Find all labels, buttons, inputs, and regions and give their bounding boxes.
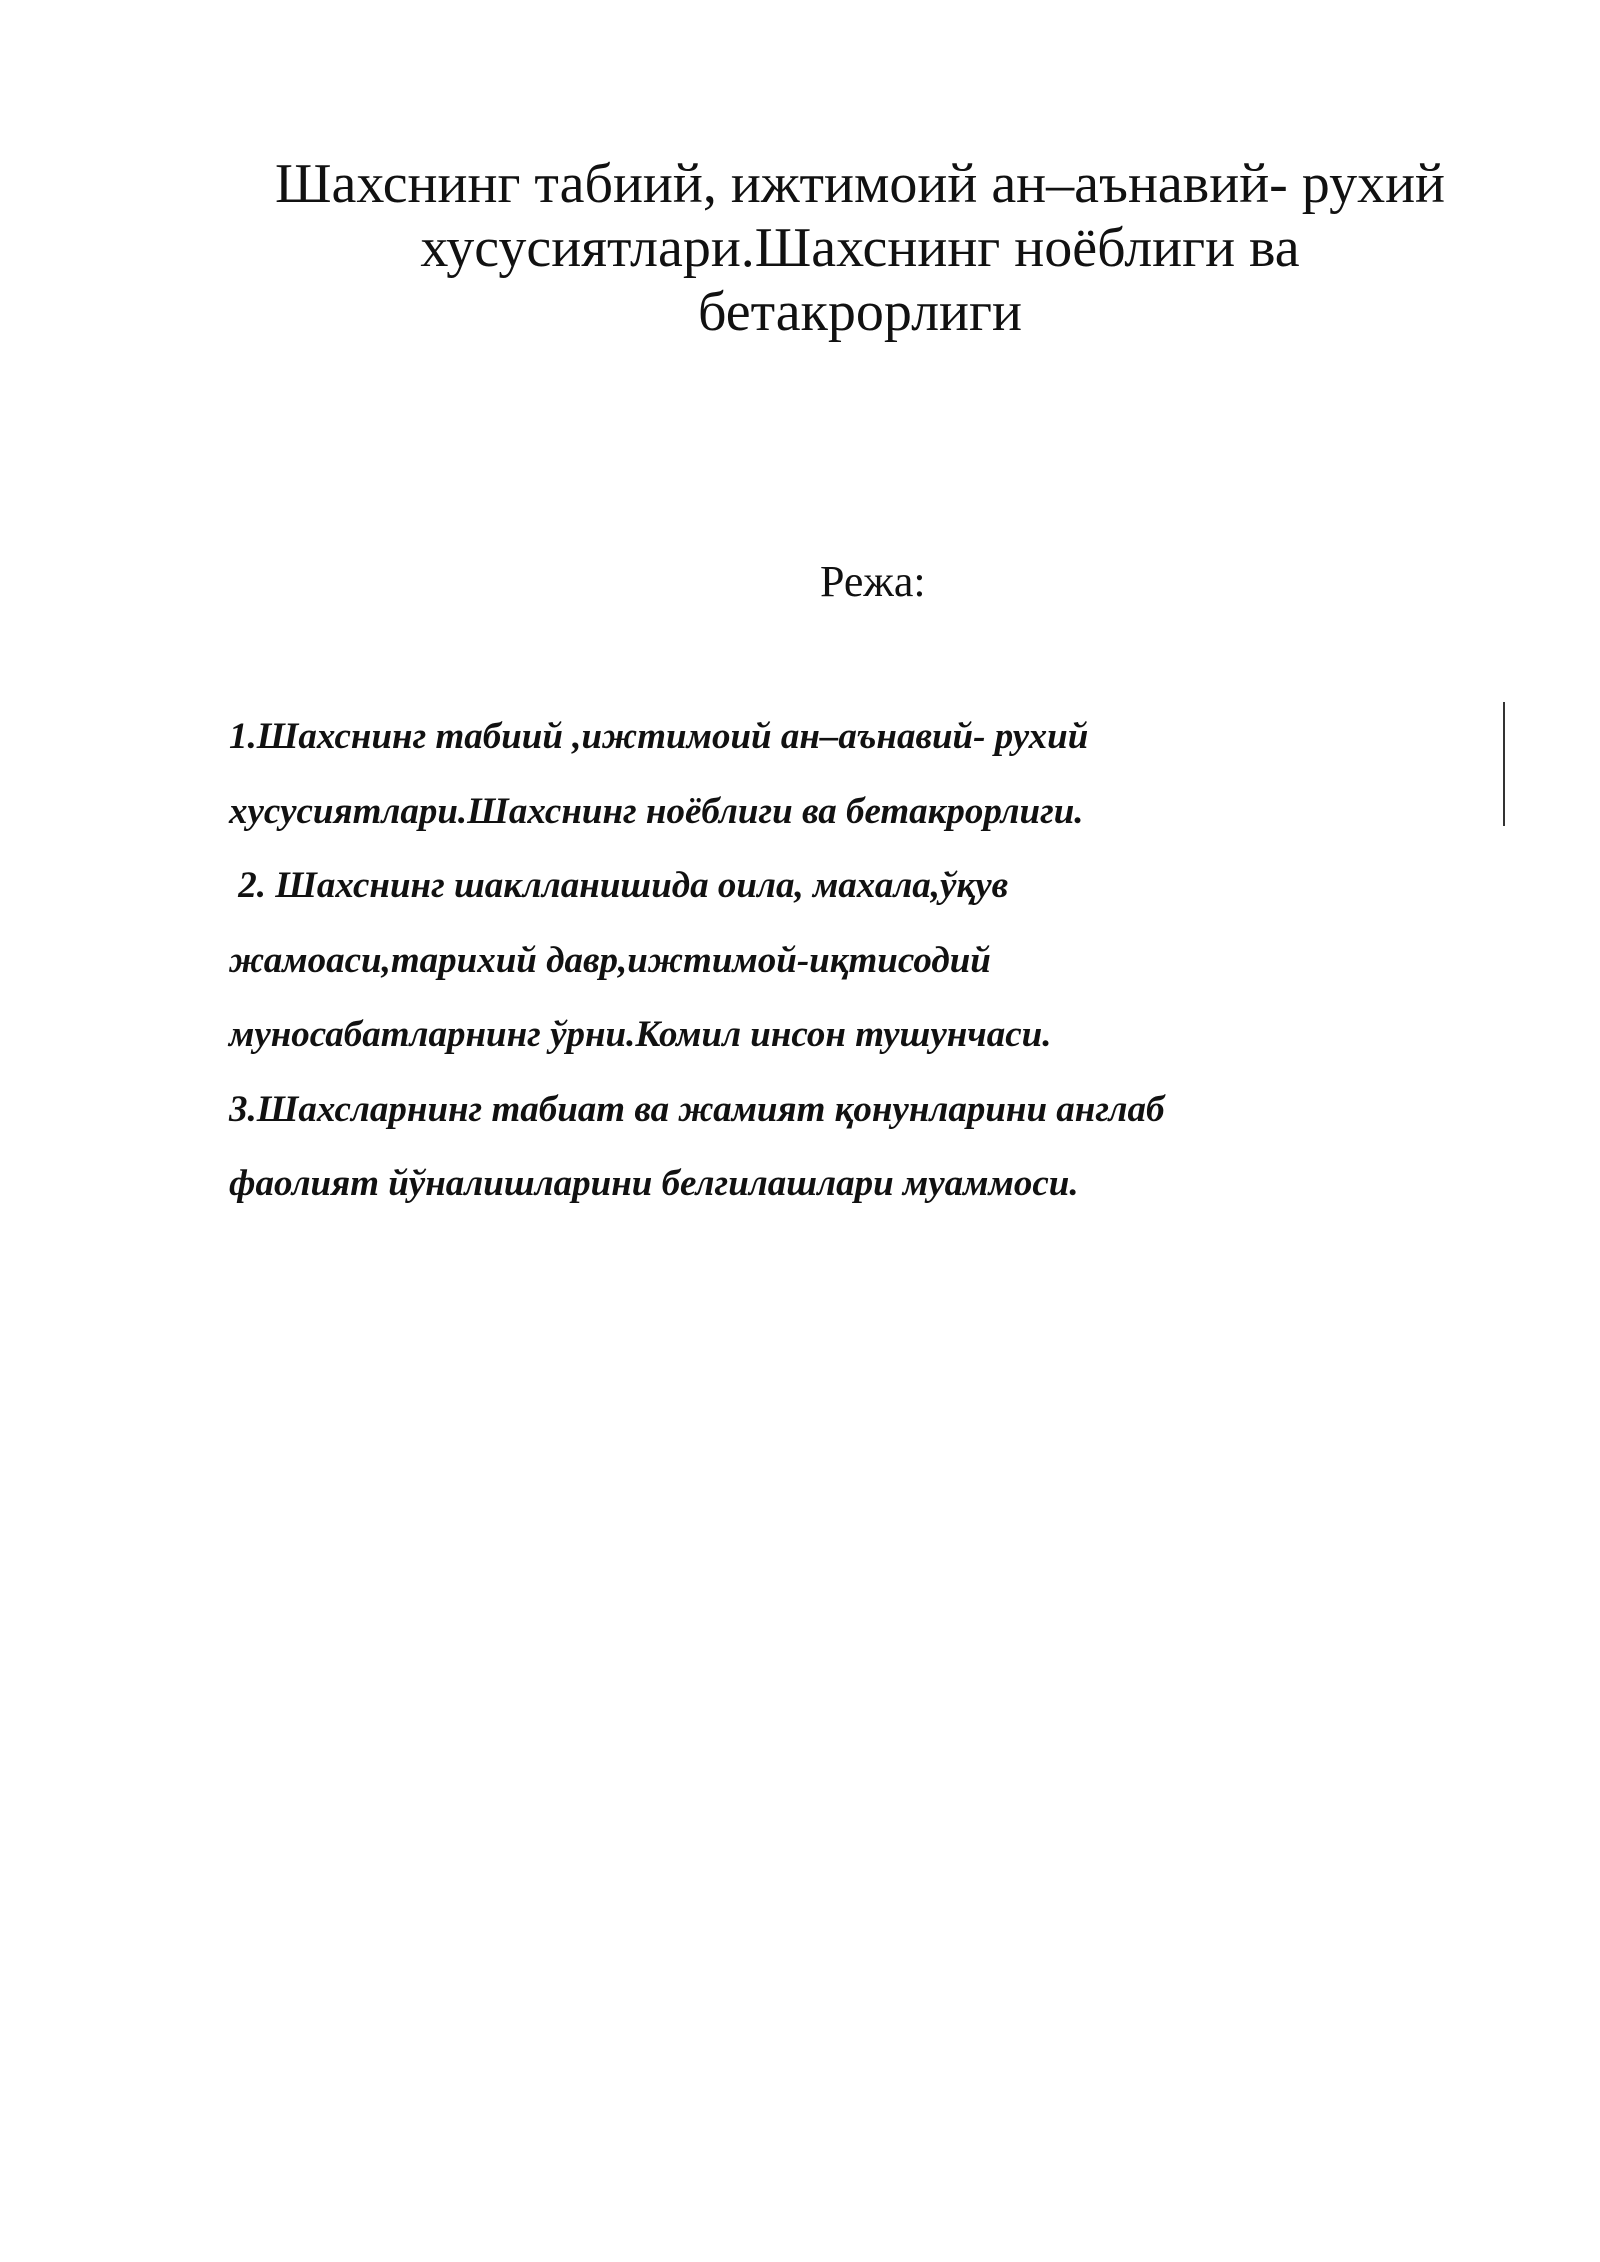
plan-line: муносабатларнинг ўрни.Комил инсон тушунчаси. — [229, 1014, 1052, 1055]
plan-heading: Режа: — [820, 557, 926, 606]
change-bar — [1503, 702, 1505, 826]
plan-line: 1.Шахснинг табиий ,ижтимоий ан–аънавий- рухий — [229, 716, 1089, 757]
title-line: Шахснинг табиий, ижтимоий ан–аънавий- рухий — [274, 153, 1446, 215]
plan-line: 3.Шахсларнинг табиат ва жамият қонунларини англаб — [229, 1088, 1165, 1130]
plan-line: жамоаси,тарихий давр,ижтимой-иқтисодий — [229, 939, 991, 981]
plan-list — [229, 700, 1409, 1222]
plan-line: хусусиятлари.Шахснинг ноёблиги ва бетакрорлиги. — [229, 790, 1084, 832]
title-line: бетакрорлиги — [698, 281, 1022, 343]
document-title — [200, 152, 1520, 344]
plan-line: 2. Шахснинг шаклланишида оила, махала,ўқув — [229, 865, 1009, 906]
title-line: хусусиятлари.Шахснинг ноёблиги ва — [420, 217, 1300, 279]
plan-line: фаолият йўналишларини белгилашлари муаммоси. — [229, 1163, 1079, 1204]
